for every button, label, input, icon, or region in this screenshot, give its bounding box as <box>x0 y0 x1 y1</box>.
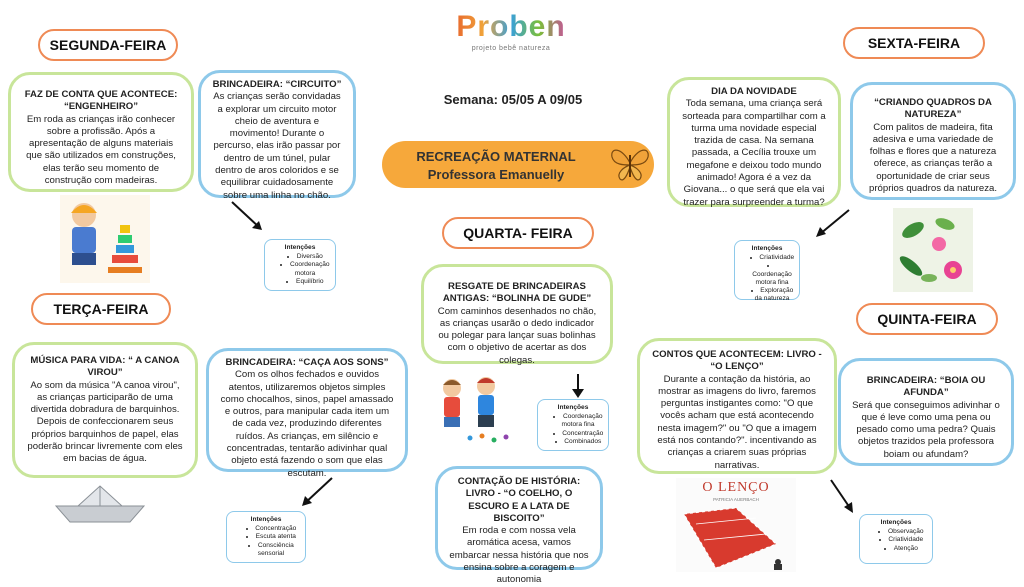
intention-item: • Atenção <box>873 545 929 553</box>
friday-intentions <box>734 240 800 303</box>
wednesday-story-card <box>435 466 603 586</box>
day-pill-thursday: QUINTA-FEIRA <box>856 303 998 335</box>
wednesday-intentions <box>537 399 609 451</box>
children-marbles-image <box>430 372 522 446</box>
wednesday-activity-card <box>421 264 613 364</box>
monday-intentions <box>264 239 336 291</box>
nature-art-image <box>893 208 973 292</box>
arrow-icon <box>828 478 858 516</box>
card-title: FAZ DE CONTA QUE ACONTECE: “ENGENHEIRO” <box>24 89 178 113</box>
card-body: Com palitos de madeira, fita adesiva e uma variedade de folhas e flores que a natureza oferece, as crianças terão a oportunidade de criar seus próprios quadros da natureza. <box>869 121 997 195</box>
intention-item: • Concentração <box>240 525 302 533</box>
intention-item: • Coordenação motora <box>278 261 332 277</box>
intention-item: • Diversão <box>278 253 332 261</box>
paper-boat-image <box>50 484 150 526</box>
day-pill-tuesday: TERÇA-FEIRA <box>31 293 171 325</box>
card-body: Em roda e com nossa vela aromática acesa, vamos embarcar nessa história que nos ensina sobre a coragem e autonomia <box>449 525 589 586</box>
title-banner <box>382 141 654 188</box>
intentions-title: Intenções <box>284 244 316 251</box>
thursday-intentions <box>859 514 933 564</box>
friday-game-card <box>850 82 1016 200</box>
intentions-title: Intenções <box>751 245 783 252</box>
card-body: Será que conseguimos adivinhar o que é leve como uma pena ou pesado como uma pedra? Quais objetos trazidos pela professora boiam ou afundam? <box>852 399 1000 460</box>
day-pill-wednesday: QUARTA- FEIRA <box>442 217 594 249</box>
card-body: Com os olhos fechados e ouvidos atentos, utilizaremos objetos simples como chocalhos, sinos, papel amassado e outros, para manipular cada item um de cada vez, produzindo diferentes ruídos. As crianças, em silêncio e concentradas, tentarão adivinhar qual objeto está fazendo o som que elas escutam. <box>220 369 394 479</box>
logo <box>455 10 567 58</box>
intention-item: • Escuta atenta <box>240 533 302 541</box>
card-body: Com caminhos desenhados no chão, as crianças usarão o dedo indicador ou polegar para lançar suas bolinhas com o objetivo de acertar as dos colegas. <box>437 305 597 366</box>
tuesday-game-card <box>206 348 408 479</box>
child-building-image <box>60 195 150 283</box>
intention-item: • Criatividade <box>873 536 929 544</box>
card-body: Durante a contação da história, ao mostrar as imagens do livro, faremos perguntas instigantes como: "O que vocês acham que está acontecendo nesta imagem?" ou "O que a imagem está nos contando?". incentivando as crianças a criarem suas próprias narrativas. <box>657 373 817 471</box>
week-label: Semana: 05/05 A 09/05 <box>443 92 583 107</box>
day-pill-friday: SEXTA-FEIRA <box>843 27 985 59</box>
thursday-activity-card <box>637 338 837 474</box>
book-cover-image <box>676 478 796 572</box>
arrow-icon <box>570 373 586 399</box>
card-title: BRINCADEIRA: “CAÇA AOS SONS” <box>225 357 389 368</box>
card-body: Em roda as crianças irão conhecer sobre a profissão. Após a apresentação de alguns materiais que são utilizados em construções, elas terão seu momento de construção com madeiras. <box>26 113 176 187</box>
banner-line2: Professora Emanuelly <box>427 167 565 182</box>
butterfly-icon <box>608 143 652 185</box>
card-body: Toda semana, uma criança será sorteada para compartilhar com a turma uma novidade especial trazida de casa. Na semana passada, a Cecília trouxe um megafone e deixou todo mundo animado! Agora é a vez da Giovana... o que será que ela vai trazer para surpreender a turma? <box>682 98 826 208</box>
card-title: RESGATE DE BRINCADEIRAS ANTIGAS: “BOLINHA DE GUDE” <box>442 281 592 305</box>
friday-activity-card <box>667 77 841 207</box>
arrow-icon <box>812 208 852 240</box>
card-body: Ao som da música "A canoa virou", as crianças participarão de uma divertida dobradura de barquinhos. Depois de confeccionarem seus próprios barquinhos de papel, elas poderão brincar livremente com eles em bacias de água. <box>27 379 183 465</box>
intention-item: • Equilíbrio <box>278 278 332 286</box>
intention-item: • Combinados <box>551 438 605 446</box>
card-title: “CRIANDO QUADROS DA NATUREZA” <box>874 97 992 121</box>
book-author: PATRICIA AUERBACH <box>713 497 759 502</box>
intention-item: • Concentração <box>551 430 605 438</box>
intention-item: • Observação <box>873 528 929 536</box>
logo-name: Proben <box>456 10 566 43</box>
book-title: O LENÇO <box>702 480 770 495</box>
card-body: As crianças serão convidadas a explorar um circuito motor cheio de aventura e movimento! Durante o percurso, elas irão passar por dentro de um túnel, pular dentro de aros coloridos e se equilibrar cuidadosamente sobre uma linha no chão. <box>213 91 341 201</box>
card-title: CONTOS QUE ACONTECEM: LIVRO - “O LENÇO” <box>652 349 822 373</box>
tuesday-activity-card <box>12 342 198 478</box>
tuesday-intentions <box>226 511 306 563</box>
card-title: CONTAÇÃO DE HISTÓRIA: LIVRO - “O COELHO, O ESCURO E A LATA DE BISCOITO” <box>457 476 581 524</box>
intention-item: • Criatividade <box>748 254 796 262</box>
card-title: BRINCADEIRA: “CIRCUITO” <box>212 79 342 90</box>
intention-item: • Coordenação motora fina <box>748 262 796 287</box>
intention-item: • Consciência sensorial <box>240 542 302 558</box>
intention-item: • Exploração da natureza <box>748 287 796 303</box>
arrow-icon <box>296 476 336 510</box>
banner-line1: RECREAÇÃO MATERNAL <box>416 149 576 164</box>
intentions-title: Intenções <box>250 516 282 523</box>
intentions-title: Intenções <box>557 404 589 411</box>
monday-activity-card <box>8 72 194 192</box>
day-pill-monday: SEGUNDA-FEIRA <box>38 29 178 61</box>
arrow-icon <box>228 200 268 234</box>
intention-item: • Coordenação motora fina <box>551 413 605 429</box>
monday-game-card <box>198 70 356 201</box>
thursday-game-card <box>838 358 1014 466</box>
logo-tagline: projeto bebê natureza <box>471 45 551 52</box>
card-title: DIA DA NOVIDADE <box>711 86 797 97</box>
intentions-title: Intenções <box>880 519 912 526</box>
card-title: MÚSICA PARA VIDA: “ A CANOA VIROU” <box>30 355 180 379</box>
card-title: BRINCADEIRA: “BOIA OU AFUNDA” <box>866 375 986 399</box>
